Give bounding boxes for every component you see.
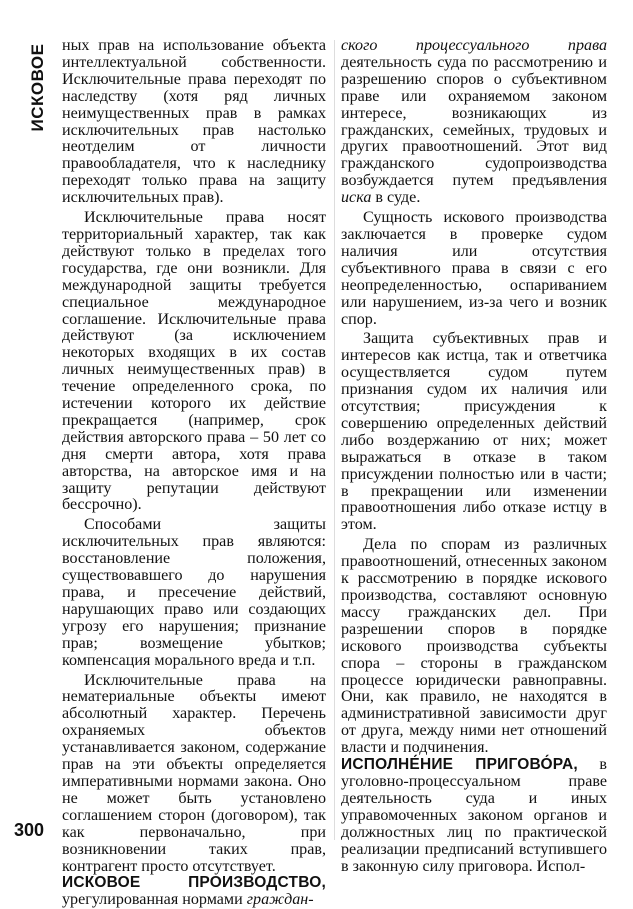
paragraph: Дела по спорам из различных правоотношений, отнесенных законом к рассмотрению в порядке искового производства, составляют основную массу гражданских дел. При разрешении споров в порядке искового производства субъекты спора – стороны в гражданском процессе юридически равноправны. Они, как правило, не находятся в административной зависимости друг от друга, между ними нет отношений власти и подчинения. bbox=[341, 536, 607, 757]
paragraph: Исключительные права носят территориальный характер, так как действуют только в пределах того государства, где они возникли. Для международной защиты требуется специальное международное соглашение. Исключительные права действуют (за исключением некоторых входящих в их состав личных неимущественных прав) в течение определенного срока, по истечении которого их действие прекращается (например, срок действия авторского права – 50 лет со дня смерти автора, хотя права авторства, на авторское имя и на защиту репутации действуют бессрочно). bbox=[62, 209, 326, 514]
italic-term: ского процессуального права bbox=[341, 37, 607, 54]
paragraph-text: деятельность суда по рассмотрению и разрешению споров о субъективном праве или охраняемом законом интересе, возникающих из гражданских, семейных, трудовых и других правоотношений. Этот вид гражданского судопроизводства возбуждается путем предъявления bbox=[341, 53, 607, 190]
paragraph-text: в суде. bbox=[371, 189, 421, 207]
running-header bbox=[28, 40, 48, 135]
paragraph: Сущность искового производства заключается в проверке судом наличия или отсутствия субъективного права в связи с его неопределенностью, оспариванием или нарушением, из-за чего и возник спор. bbox=[341, 209, 607, 328]
page-number: 300 bbox=[14, 820, 45, 840]
entry-text: урегулированная нормами bbox=[62, 891, 247, 909]
paragraph: Защита субъективных прав и интересов как истца, так и ответчика осуществляется судом путем признания судом их наличия или отсутствия; присуждения к совершению определенных действий либо воздержанию от них; может выражаться в отказе в таком присуждении полностью или в части; в прекращении или изменении правоотношения либо отказе истцу в этом. bbox=[341, 330, 607, 534]
paragraph bbox=[341, 38, 607, 207]
column-divider bbox=[334, 40, 335, 840]
paragraph: ных прав на использование объекта интеллектуальной собственности. Исключительные права переходят по наследству (хотя ряд личных неимущественных прав в рамках исключительных прав настолько неотделим от личности правообладателя, что к наследнику переходят только права на защиту исключительных прав). bbox=[62, 37, 326, 207]
entry-start bbox=[62, 875, 326, 909]
right-column bbox=[341, 38, 607, 875]
entry-start bbox=[341, 757, 607, 875]
entry-headword: ИСПОЛНЕ́НИЕ ПРИГОВО́РА, bbox=[341, 756, 578, 774]
running-header-text: ИСКОВОЕ bbox=[28, 43, 47, 132]
italic-term: иска bbox=[341, 189, 372, 207]
left-column bbox=[62, 38, 326, 909]
entry-headword: ИСКОВОЕ ПРОИЗВОДСТВО, bbox=[62, 874, 326, 892]
entry-text: в уголовно-процессуальном праве деятельность суда и иных управомоченных законом органов и должностных лиц по практической реализации предписаний вступившего в законную силу приговора. Испол- bbox=[341, 756, 607, 875]
paragraph: Исключительные права на нематериальные объекты имеют абсолютный характер. Перечень охраняемых объектов устанавливается законом, содержание прав на эти объекты определяется императивными нормами закона. Оно не может быть установлено соглашением сторон (договором), так как первоначально, при возникновении таких прав, контрагент просто отсутствует. bbox=[62, 671, 326, 875]
paragraph: Способами защиты исключительных прав являются: восстановление положения, существовавшего до нарушения права, и пресечение действий, нарушающих право или создающих угрозу его нарушения; признание прав; возмещение убытков; компенсация морального вреда и т.п. bbox=[62, 516, 326, 669]
entry-italic: граждан- bbox=[246, 891, 314, 909]
